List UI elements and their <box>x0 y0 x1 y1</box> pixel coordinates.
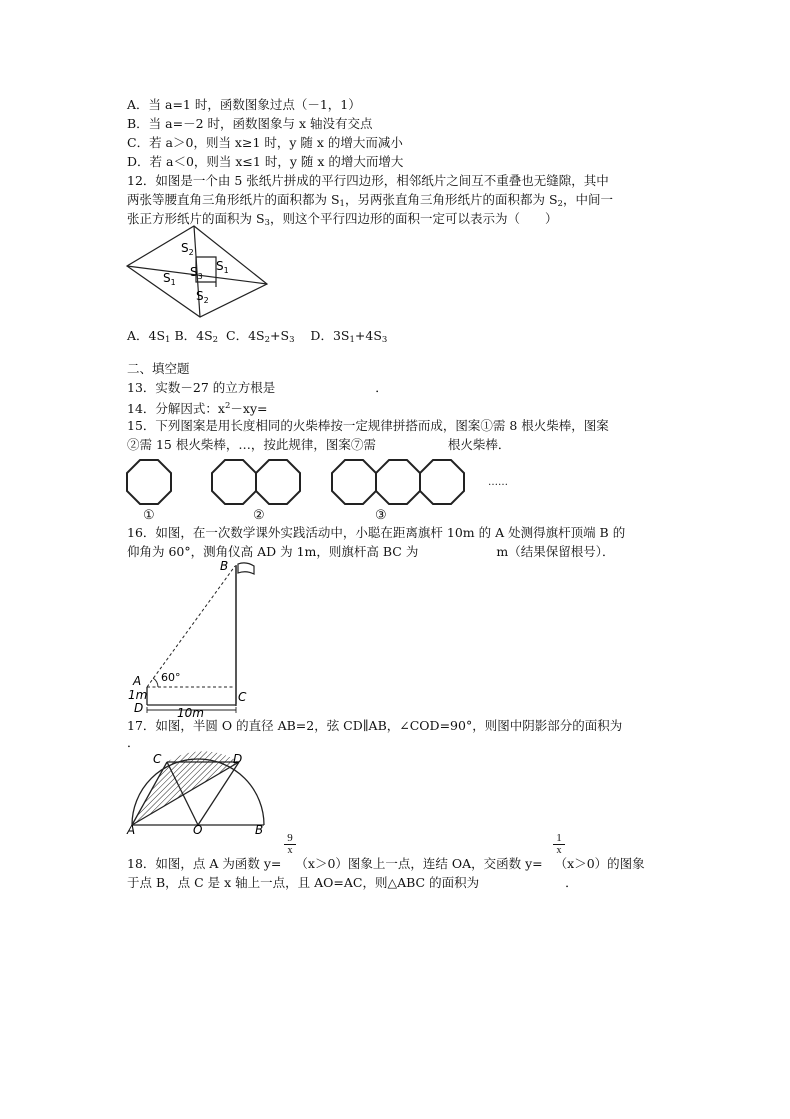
label-b: B <box>220 559 229 573</box>
label-c: C <box>238 690 247 704</box>
q15-line2: ②需 15 根火柴棒，…，按此规律，图案⑦需 根火柴棒． <box>127 437 511 452</box>
q12-line2: 两张等腰直角三角形纸片的面积都为 $S_1$，另两张直角三角形纸片的面积都为 $S_2$，中间一 <box>127 192 613 209</box>
q11-option-c: C．若 a＞0，则当 x≥1 时，y 随 x 的增大而减小 <box>127 135 403 150</box>
q16-flagpole-figure <box>127 560 267 718</box>
q18-fraction-2 <box>553 832 565 857</box>
q16-line1: 16．如图，在一次数学课外实践活动中，小聪在距离旗杆 10m 的 A 处测得旗杆顶端 B 的 <box>127 525 626 540</box>
q11-option-a: A．当 a=1 时，函数图象过点（－1，1） <box>127 97 361 112</box>
octagon-2-2 <box>256 460 300 504</box>
q11-option-b: B．当 a=－2 时，函数图象与 x 轴没有交点 <box>127 116 373 131</box>
q12-option-d: D．3S <box>310 328 350 343</box>
q15-label-1: ① <box>143 508 155 523</box>
q14: 14．分解因式：$x^2-xy=$ <box>127 401 268 416</box>
q17-semicircle-figure <box>127 752 267 837</box>
label-c: C <box>153 752 162 766</box>
label-d: D <box>233 752 243 766</box>
label-b: B <box>255 823 264 837</box>
section-title-fill-blank: 二、填空题 <box>127 361 190 376</box>
label-distance: 10m <box>177 706 204 720</box>
octagon-3-3 <box>420 460 464 504</box>
label-s1-left: $S_1$ <box>163 271 176 287</box>
label-s2-bottom: $S_2$ <box>196 289 209 305</box>
q12-option-b: B．4S <box>174 328 213 343</box>
q15-label-3: ③ <box>375 508 387 523</box>
q18-frac2-denominator: x <box>553 844 565 857</box>
q18-frac2-numerator: 1 <box>556 832 562 844</box>
q15-matchstick-figure <box>127 455 522 521</box>
q12-option-a: A．4S <box>127 328 166 343</box>
q15-label-2: ② <box>253 508 265 523</box>
label-o: O <box>193 823 203 837</box>
q18-fraction-1 <box>284 832 296 857</box>
octagon-3-1 <box>332 460 376 504</box>
q15-ellipsis: …… <box>488 477 508 488</box>
octagon-1-1 <box>127 460 171 504</box>
label-a: A <box>127 823 136 837</box>
octagon-3-2 <box>376 460 420 504</box>
q12-line1: 12．如图是一个由 5 张纸片拼成的平行四边形，相邻纸片之间互不重叠也无缝隙，其中 <box>127 173 609 188</box>
label-a: A <box>133 674 142 688</box>
q17-line1: 17．如图，半圆 O 的直径 AB=2，弦 CD∥AB，∠COD=90°，则图中阴影部分的面积为 <box>127 718 623 733</box>
octagon-2-1 <box>212 460 256 504</box>
label-s2-top: $S_2$ <box>181 241 194 257</box>
label-angle: 60° <box>161 671 181 684</box>
q15-line1: 15．下列图案是用长度相同的火柴棒按一定规律拼搭而成，图案①需 8 根火柴棒，图案 <box>127 418 609 433</box>
q17-line2: ． <box>127 735 140 750</box>
q12-option-c: C．4S <box>226 328 265 343</box>
label-height: 1m <box>128 688 148 702</box>
q12-line3: 张正方形纸片的面积为 $S_3$，则这个平行四边形的面积一定可以表示为（ ） <box>127 211 558 228</box>
label-s3: $S_3$ <box>190 265 203 281</box>
q18-frac1-denominator: x <box>284 844 296 857</box>
label-d: D <box>134 701 144 715</box>
q12-options: A．$4S_1$ B．$4S_2$ C．$4S_2+S_3$ D．$3S_1+4S_3$ <box>127 328 388 345</box>
q16-line2: 仰角为 60°，测角仪高 AD 为 1m，则旗杆高 BC 为 m（结果保留根号）． <box>127 544 615 559</box>
q12-parallelogram-figure <box>127 226 267 318</box>
q18-line1: 18．如图，点 A 为函数 y= （x＞0）图象上一点，连结 OA，交函数 y= （x＞0）的图象 <box>127 856 645 871</box>
q18-line2: 于点 B，点 C 是 x 轴上一点，且 AO=AC，则△ABC 的面积为 ． <box>127 875 578 890</box>
label-s1-right: $S_1$ <box>216 259 229 275</box>
q13: 13．实数－27 的立方根是 ． <box>127 380 388 395</box>
q11-option-d: D．若 a＜0，则当 x≤1 时，y 随 x 的增大而增大 <box>127 154 404 169</box>
q18-frac1-numerator: 9 <box>287 832 293 844</box>
